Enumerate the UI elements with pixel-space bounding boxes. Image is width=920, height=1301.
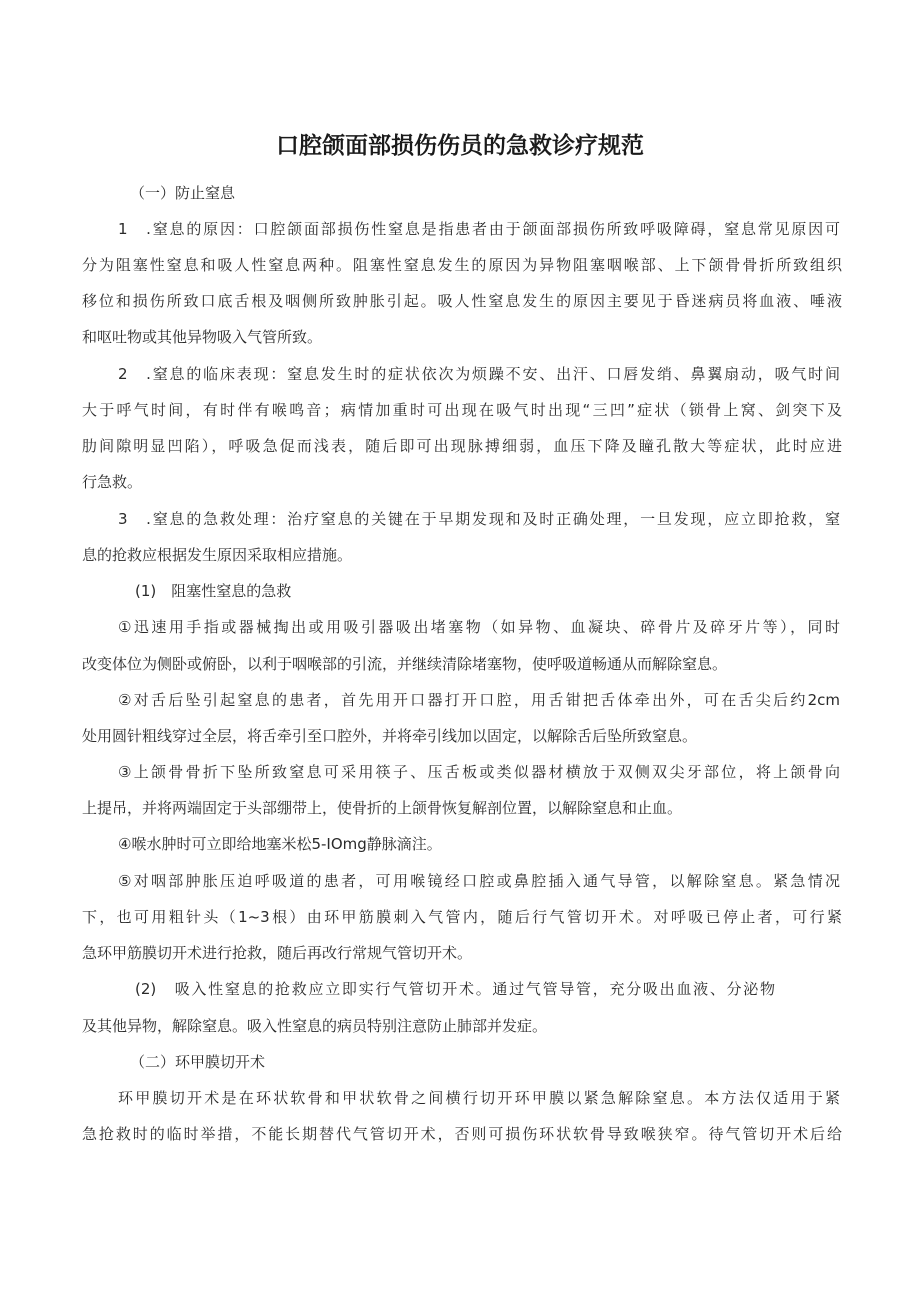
paragraph-line: 和呕吐物或其他异物吸入气管所致。 (82, 328, 323, 346)
paragraph-line: 息的抢救应根据发生原因采取相应措施。 (82, 546, 353, 564)
paragraph-line: 3 .窒息的急救处理：治疗窒息的关键在于早期发现和及时正确处理，一旦发现，应立即抢救，窒 (118, 510, 840, 528)
paragraph-line: ②对舌后坠引起窒息的患者，首先用开口器打开口腔，用舌钳把舌体牵出外，可在舌尖后约2cm (118, 691, 840, 709)
paragraph-line: 环甲膜切开术是在环状软骨和甲状软骨之间横行切开环甲膜以紧急解除窒息。本方法仅适用于紧 (118, 1089, 840, 1107)
paragraph-line: 上提吊，并将两端固定于头部绷带上，使骨折的上颌骨恢复解剖位置，以解除窒息和止血。 (82, 799, 683, 817)
paragraph-line: 及其他异物，解除窒息。吸入性窒息的病员特别注意防止肺部并发症。 (82, 1017, 548, 1035)
section-heading: （二）环甲膜切开术 (130, 1053, 266, 1071)
paragraph-line: ④喉水肿时可立即给地塞米松5-IOmg静脉滴注。 (118, 835, 442, 853)
paragraph-line: 移位和损伤所致口底舌根及咽侧所致肿胀引起。吸人性窒息发生的原因主要见于昏迷病员将血液、唾液 (82, 292, 842, 310)
paragraph-line: 急抢救时的临时举措，不能长期替代气管切开术，否则可损伤环状软骨导致喉狭窄。待气管切开术后给 (82, 1125, 842, 1143)
paragraph-line: 下，也可用粗针头（1~3根）由环甲筋膜刺入气管内，随后行气管切开术。对呼吸已停止者，可行紧 (82, 908, 842, 926)
paragraph-line: (2) 吸入性窒息的抢救应立即实行气管切开术。通过气管导管，充分吸出血液、分泌物 (135, 980, 775, 998)
section-heading: （一）防止窒息 (130, 184, 236, 202)
page-title: 口腔颌面部损伤伤员的急救诊疗规范 (276, 133, 644, 159)
paragraph-line: 大于呼气时间，有时伴有喉鸣音；病情加重时可出现在吸气时出现“三凹”症状（锁骨上窝、剑突下及 (82, 401, 842, 419)
paragraph-line: 2 .窒息的临床表现：窒息发生时的症状依次为烦躁不安、出汗、口唇发绡、鼻翼扇动，吸气时间 (118, 365, 840, 383)
paragraph-line: 改变体位为侧卧或俯卧，以利于咽喉部的引流，并继续清除堵塞物，使呼吸道畅通从而解除窒息。 (82, 655, 728, 673)
paragraph-line: ③上颌骨骨折下坠所致窒息可采用筷子、压舌板或类似器材横放于双侧双尖牙部位，将上颌骨向 (118, 763, 840, 781)
paragraph-line: 处用圆针粗线穿过全层，将舌牵引至口腔外，并将牵引线加以固定，以解除舌后坠所致窒息。 (82, 727, 698, 745)
paragraph-line: ⑤对咽部肿胀压迫呼吸道的患者，可用喉镜经口腔或鼻腔插入通气导管，以解除窒息。紧急情况 (118, 872, 840, 890)
paragraph-line: 分为阻塞性窒息和吸人性窒息两种。阻塞性窒息发生的原因为异物阻塞咽喉部、上下颌骨骨折所致组织 (82, 256, 842, 274)
paragraph-line: 肋间隙明显凹陷），呼吸急促而浅表，随后即可出现脉搏细弱，血压下降及瞳孔散大等症状，此时应进 (82, 437, 842, 455)
paragraph-line: ①迅速用手指或器械掏出或用吸引器吸出堵塞物（如异物、血凝块、碎骨片及碎牙片等），同时 (118, 618, 840, 636)
subsection-heading: (1) 阻塞性窒息的急救 (135, 582, 292, 600)
paragraph-line: 1 .窒息的原因：口腔颌面部损伤性窒息是指患者由于颌面部损伤所致呼吸障碍，窒息常见原因可 (118, 220, 840, 238)
paragraph-line: 急环甲筋膜切开术进行抢救，随后再改行常规气管切开术。 (82, 944, 473, 962)
paragraph-line: 行急救。 (82, 473, 143, 491)
